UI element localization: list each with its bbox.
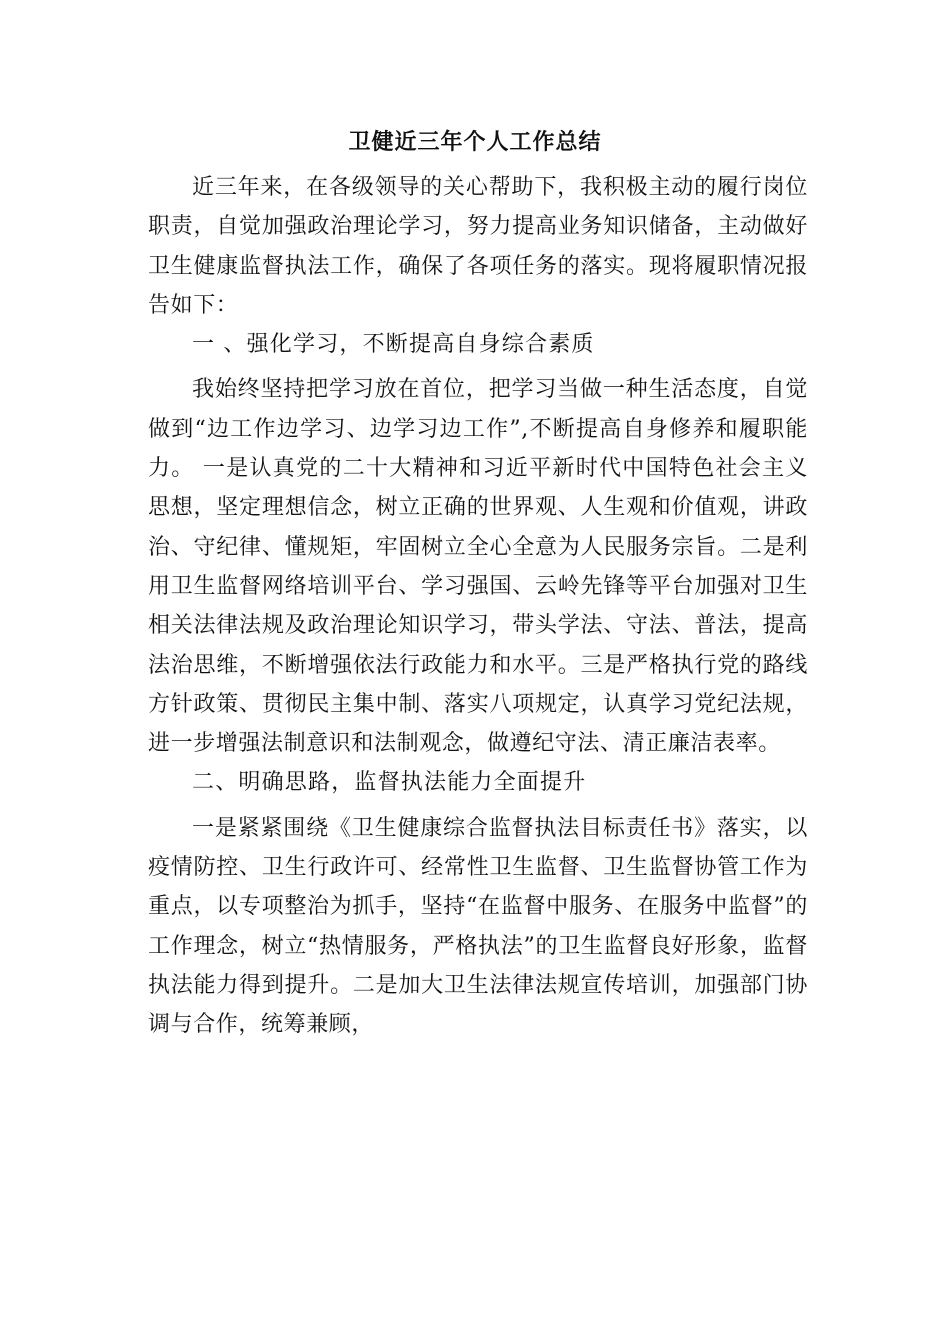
section-body-2: 一是紧紧围绕《卫生健康综合监督执法目标责任书》落实，以疫情防控、卫生行政许可、经常性卫生监督、卫生监督协管工作为重点，以专项整治为抓手，坚持“在监督中服务、在服务中监督”的工作理念，树立“热情服务，严格执法”的卫生监督良好形象，监督执法能力得到提升。二是加大卫生法律法规宣传培训，加强部门协调与合作，统筹兼顾， (148, 815, 808, 1038)
document-body (148, 168, 808, 1045)
section-heading-1: 一 、强化学习，不断提高自身综合素质 (192, 332, 595, 358)
section-body-1: 我始终坚持把学习放在首位，把学习当做一种生活态度，自觉做到“边工作边学习、边学习边工作”,不断提高自身修养和履职能力。 一是认真党的二十大精神和习近平新时代中国特色社会主义思想，坚定理想信念，树立正确的世界观、人生观和价值观，讲政治、守纪律、懂规矩，牢固树立全心全意为人民服务宗旨。二是利用卫生监督网络培训平台、学习强国、云岭先锋等平台加强对卫生相关法律法规及政治理论知识学习，带头学法、守法、普法，提高法治思维，不断增强依法行政能力和水平。三是严格执行党的路线方针政策、贯彻民主集中制、落实八项规定，认真学习党纪法规，进一步增强法制意识和法制观念，做遵纪守法、清正廉洁表率。 (148, 377, 808, 757)
document-title: 卫健近三年个人工作总结 (348, 129, 602, 155)
intro-paragraph: 近三年来，在各级领导的关心帮助下，我积极主动的履行岗位职责，自觉加强政治理论学习，努力提高业务知识储备，主动做好卫生健康监督执法工作，确保了各项任务的落实。现将履职情况报告如下： (148, 175, 808, 318)
section-heading-2: 二、明确思路，监督执法能力全面提升 (192, 770, 587, 796)
